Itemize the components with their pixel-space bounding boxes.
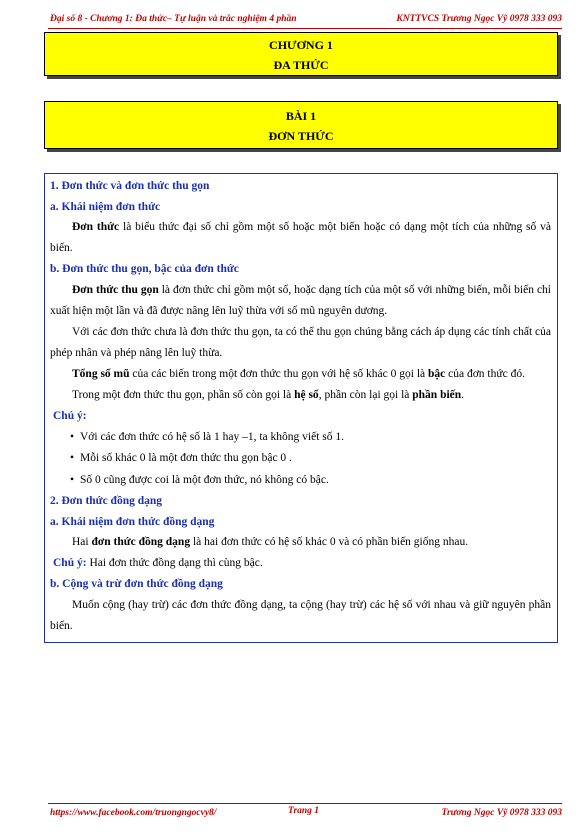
footer-divider <box>48 803 562 804</box>
degree-text-1: của các biến trong một đơn thức thu gọn với hệ số khác 0 gọi là <box>129 367 429 380</box>
term-don-thuc-dong-dang: đơn thức đồng dạng <box>91 536 191 548</box>
header-divider <box>48 28 562 29</box>
similar-text-2: là hai đơn thức có hệ số khác 0 và có phần biến giống nhau. <box>190 536 469 548</box>
term-phan-bien: phần biến <box>412 388 462 401</box>
coef-text-2: , phần còn lại gọi là <box>318 388 413 401</box>
definition-text: là biểu thức đại số chỉ gồm một số hoặc một biến hoặc có dạng một tích của những số và biến. <box>50 221 551 254</box>
page-number: Trang 1 <box>288 806 320 816</box>
chapter-name: ĐA THỨC <box>273 58 329 72</box>
theory-box <box>44 173 558 643</box>
lesson-title-box <box>44 101 558 149</box>
lesson-number: BÀI 1 <box>285 109 317 123</box>
bullet-icon: • <box>70 430 75 443</box>
coefficient-paragraph <box>50 385 551 406</box>
page-header <box>50 14 562 28</box>
term-he-so: hệ số <box>294 388 319 401</box>
definition-paragraph <box>50 217 551 259</box>
add-subtract-paragraph: Muốn cộng (hay trừ) các đơn thức đồng dạng, ta cộng (hay trừ) các hệ số với nhau và giữ nguyên phần biến. <box>50 598 551 632</box>
chapter-number: CHƯƠNG 1 <box>269 38 333 52</box>
bullet-2-text: Mỗi số khác 0 là một đơn thức thu gọn bậc 0 . <box>80 452 292 464</box>
footer-author: Trương Ngọc Vỹ 0978 333 093 <box>441 808 562 818</box>
reduce-method-paragraph: Với các đơn thức chưa là đơn thức thu gọn, ta có thể thu gọn chúng bằng cách áp dụng các tính chất của phép nhân và phép nâng lên luỹ thừa. <box>50 325 551 359</box>
header-title: Đại số 8 - Chương 1: Đa thức– Tự luận và trắc nghiệm 4 phần <box>50 14 297 24</box>
term-don-thuc-thu-gon: Đơn thức thu gọn <box>72 283 159 296</box>
note-bullet-2 <box>50 448 551 470</box>
bullet-icon: • <box>70 473 75 486</box>
section-1-heading: 1. Đơn thức và đơn thức thu gọn <box>50 180 210 192</box>
degree-text-2: của đơn thức đó. <box>445 367 525 380</box>
reduced-monomial-text: là đơn thức chỉ gồm một số, hoặc dạng tích của một số với những biến, mỗi biến chỉ xuất hiện một lần và đã được nâng lên luỹ thừa với số mũ nguyên dương. <box>50 283 551 317</box>
note-bullet-3 <box>50 470 551 492</box>
reduced-monomial-paragraph <box>50 280 551 322</box>
note-2-label: Chú ý: <box>53 557 87 569</box>
coef-text-3: . <box>461 388 465 401</box>
header-author: KNTTVCS Trương Ngọc Vỹ 0978 333 093 <box>396 14 562 24</box>
chapter-title-box <box>44 32 558 76</box>
section-1b-heading: b. Đơn thức thu gọn, bậc của đơn thức <box>50 263 239 275</box>
note-bullet-1 <box>50 427 551 449</box>
section-2b-heading: b. Cộng và trừ đơn thức đồng dạng <box>50 578 223 590</box>
bullet-3-text: Số 0 cũng được coi là một đơn thức, nó không có bậc. <box>80 473 329 486</box>
note-label: Chú ý: <box>53 409 87 422</box>
note-2 <box>50 553 551 574</box>
section-2a-heading: a. Khái niệm đơn thức đồng dạng <box>50 515 215 528</box>
note-2-text: Hai đơn thức đồng dạng thì cùng bậc. <box>86 557 263 569</box>
section-2-heading: 2. Đơn thức đồng dạng <box>50 495 163 507</box>
lesson-name: ĐƠN THỨC <box>268 129 334 143</box>
bullet-1-text: Với các đơn thức có hệ số là 1 hay –1, ta không viết số 1. <box>80 430 344 443</box>
similar-text-1: Hai <box>72 536 92 548</box>
term-bac: bậc <box>428 367 446 380</box>
similar-monomial-paragraph <box>50 532 551 553</box>
coef-text-1: Trong một đơn thức thu gọn, phần số còn gọi là <box>72 388 295 401</box>
term-don-thuc: Đơn thức <box>72 221 120 233</box>
bullet-icon: • <box>70 452 75 464</box>
section-1a-heading: a. Khái niệm đơn thức <box>50 200 161 213</box>
term-tong-so-mu: Tổng số mũ <box>72 367 130 380</box>
degree-paragraph <box>50 364 551 385</box>
facebook-link[interactable]: https://www.facebook.com/truongngocvy8/ <box>50 808 217 818</box>
